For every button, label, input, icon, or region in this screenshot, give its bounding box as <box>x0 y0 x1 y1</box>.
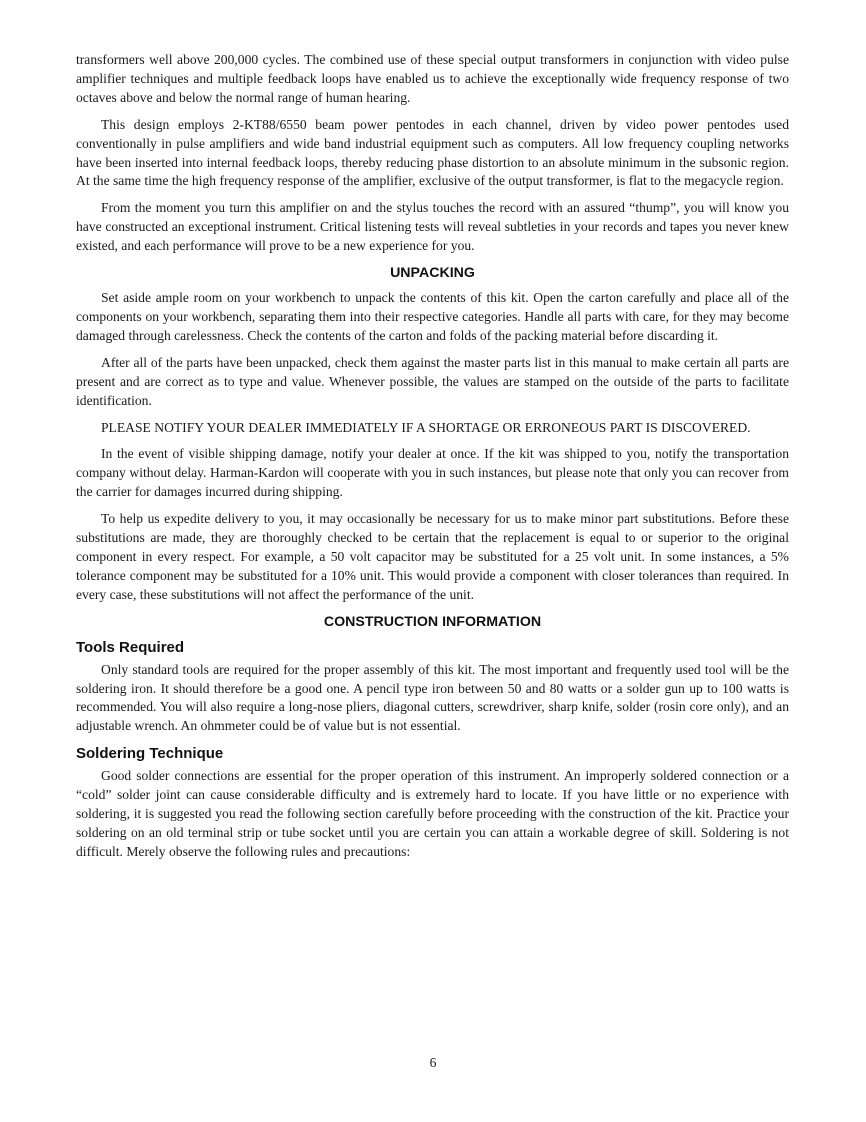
unpacking-paragraph-1: Set aside ample room on your workbench to unpack the contents of this kit. Open the carton carefully and place all of the components on your workbench, separating them into their respective categories. Handle all parts with care, for they may become damaged through carelessness. Check the contents of the carton and folds of the packing material before discarding it. <box>76 290 789 343</box>
soldering-heading: Soldering Technique <box>76 745 224 763</box>
tools-paragraph: Only standard tools are required for the proper assembly of this kit. The most important and frequently used tool will be the soldering iron. It should therefore be a good one. A pencil type iron between 50 and 80 watts or a solder gun up to 100 watts is recommended. You will also require a long-nose pliers, diagonal cutters, screwdriver, sharp knife, solder (rosin core only), and an adjustable wrench. An ohmmeter could be of value but is not essential. <box>76 661 789 734</box>
intro-paragraph-2: This design employs 2-KT88/6550 beam power pentodes in each channel, driven by video power pentodes used conventionally in pulse amplifiers and wide band industrial equipment such as computers. All low frequency coupling networks have been inserted into internal feedback loops, thereby reducing phase distortion to an absolute minimum in the subsonic region. At the same time the high frequency response of the amplifier, exclusive of the output transformer, is flat to the megacycle region. <box>76 116 789 189</box>
construction-heading: CONSTRUCTION INFORMATION <box>323 613 542 630</box>
unpacking-heading: UNPACKING <box>390 265 475 282</box>
unpacking-paragraph-5: To help us expedite delivery to you, it may occasionally be necessary for us to make minor part substitutions. Before these substitutions are made, they are thoroughly checked to be certain that the replacement is equal to or superior to the original component in every respect. For example, a 50 volt capacitor may be substituted for a 25 volt unit. In some instances, a 5% tolerance component may be substituted for a 10% unit. This would provide a component with closer tolerances than required. In every case, these substitutions will not affect the performance of the unit. <box>76 511 789 602</box>
intro-paragraph-3: From the moment you turn this amplifier on and the stylus touches the record with an assured “thump”, you will know you have constructed an exceptional instrument. Critical listening tests will reveal subtleties in your records and tapes you never knew existed, and each performance will prove to be a new experience for you. <box>76 200 789 254</box>
unpacking-paragraph-4: In the event of visible shipping damage, notify your dealer at once. If the kit was shipped to you, notify the transportation company without delay. Harman-Kardon will cooperate with you in such instances, but please note that only you can recover from the carrier for damages incurred during shipping. <box>76 446 789 500</box>
intro-paragraph-1: transformers well above 200,000 cycles. The combined use of these special output transformers in conjunction with video pulse amplifier techniques and multiple feedback loops have enabled us to achieve the exceptionally wide frequency response of two octaves above and below the normal range of human hearing. <box>76 52 789 105</box>
unpacking-paragraph-2: After all of the parts have been unpacked, check them against the master parts list in this manual to make certain all parts are present and are correct as to type and value. Whenever possible, the values are stamped on the outside of the parts to facilitate identification. <box>76 354 789 408</box>
page-number: 6 <box>429 1055 437 1070</box>
tools-heading: Tools Required <box>76 638 185 656</box>
document-page <box>76 51 789 870</box>
unpacking-notice: PLEASE NOTIFY YOUR DEALER IMMEDIATELY IF A SHORTAGE OR ERRONEOUS PART IS DISCOVERED. <box>101 419 751 435</box>
soldering-paragraph: Good solder connections are essential for the proper operation of this instrument. An improperly soldered connection or a “cold” solder joint can cause considerable difficulty and is extremely hard to locate. If you have little or no experience with soldering, it is suggested you read the following section carefully before proceeding with the construction of the kit. Practice your soldering on an old terminal strip or tube socket until you are certain you can attain a workable degree of skill. Soldering is not difficult. Merely observe the following rules and precautions: <box>76 768 789 859</box>
